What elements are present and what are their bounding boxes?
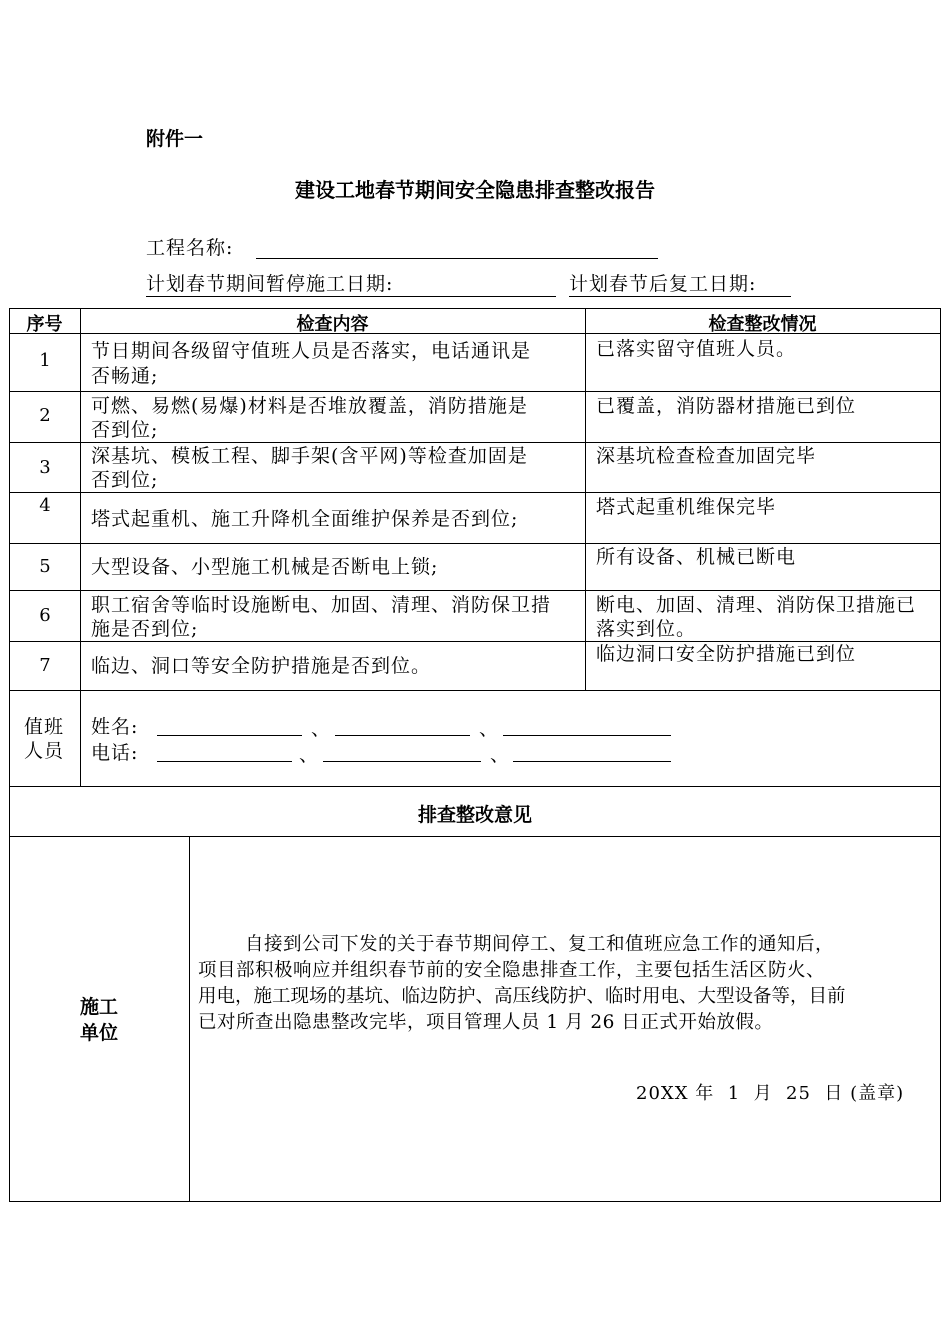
row-3-result: 深基坑检查检查加固完毕 xyxy=(596,445,817,467)
row-2-content-line-1: 可燃、易燃(易爆)材料是否堆放覆盖，消防措施是 xyxy=(91,395,528,417)
suspend-date-field[interactable] xyxy=(146,296,556,297)
row-2-result: 已覆盖，消防器材措施已到位 xyxy=(596,395,857,417)
duty-phone-field-2[interactable] xyxy=(323,761,481,762)
row-4-content: 塔式起重机、施工升降机全面维护保养是否到位; xyxy=(91,508,519,530)
row-5-result: 所有设备、机械已断电 xyxy=(596,546,797,568)
opinion-paragraph-line-1: 自接到公司下发的关于春节期间停工、复工和值班应急工作的通知后， xyxy=(245,934,835,955)
row-3-no: 3 xyxy=(39,457,51,478)
project-name-field[interactable] xyxy=(256,258,658,259)
row-3-content-line-1: 深基坑、模板工程、脚手架(含平网)等检查加固是 xyxy=(91,445,528,467)
suspend-date-label: 计划春节期间暂停施工日期: xyxy=(146,273,394,295)
row-6-result-line-1: 断电、加固、清理、消防保卫措施已 xyxy=(596,594,917,616)
attachment-label: 附件一 xyxy=(146,128,204,150)
duty-label-line-2: 人员 xyxy=(24,740,65,762)
row-6-content-line-2: 施是否到位; xyxy=(91,618,199,640)
row-1-content-line-2: 否畅通; xyxy=(91,365,159,387)
row-3-content-line-2: 否到位; xyxy=(91,469,159,491)
col-header-content: 检查内容 xyxy=(296,314,369,335)
date-stamp: 20XX 年 1 月 25 日 (盖章) xyxy=(636,1083,905,1104)
row-1-no: 1 xyxy=(39,350,51,371)
row-2-no: 2 xyxy=(39,405,51,426)
duty-name-label: 姓名: xyxy=(91,716,139,738)
row-1-result: 已落实留守值班人员。 xyxy=(596,338,797,360)
col-header-no: 序号 xyxy=(26,314,63,335)
row-7-content: 临边、洞口等安全防护措施是否到位。 xyxy=(91,655,432,677)
row-6-no: 6 xyxy=(39,605,51,626)
duty-phone-field-1[interactable] xyxy=(157,761,292,762)
opinion-paragraph-line-3: 用电，施工现场的基坑、临边防护、高压线防护、临时用电、大型设备等，目前 xyxy=(198,986,846,1007)
duty-name-field-3[interactable] xyxy=(503,735,671,736)
resume-date-field[interactable] xyxy=(569,296,791,297)
opinion-paragraph-line-4: 已对所查出隐患整改完毕，项目管理人员 1 月 26 日正式开始放假。 xyxy=(198,1012,774,1033)
row-6-result-line-2: 落实到位。 xyxy=(596,618,697,640)
duty-phone-sep-2: 、 xyxy=(490,744,511,766)
project-name-label: 工程名称: xyxy=(146,237,234,259)
duty-name-sep-2: 、 xyxy=(479,718,500,740)
opinion-section-title: 排查整改意见 xyxy=(417,804,532,826)
row-4-no: 4 xyxy=(39,495,51,516)
unit-label-line-1: 施工 xyxy=(79,996,118,1018)
report-title: 建设工地春节期间安全隐患排查整改报告 xyxy=(295,178,655,202)
duty-phone-label: 电话: xyxy=(91,742,139,764)
duty-name-field-1[interactable] xyxy=(157,735,302,736)
resume-date-label: 计划春节后复工日期: xyxy=(569,273,757,295)
duty-label-line-1: 值班 xyxy=(24,716,65,738)
row-1-content-line-1: 节日期间各级留守值班人员是否落实，电话通讯是 xyxy=(91,340,532,362)
opinion-paragraph-line-2: 项目部积极响应并组织春节前的安全隐患排查工作，主要包括生活区防火、 xyxy=(198,960,826,981)
row-5-no: 5 xyxy=(39,556,51,577)
row-2-content-line-2: 否到位; xyxy=(91,419,159,441)
duty-name-field-2[interactable] xyxy=(335,735,470,736)
row-7-no: 7 xyxy=(39,655,51,676)
duty-name-sep-1: 、 xyxy=(311,718,332,740)
duty-phone-field-3[interactable] xyxy=(513,761,671,762)
row-5-content: 大型设备、小型施工机械是否断电上锁; xyxy=(91,556,439,578)
duty-phone-sep-1: 、 xyxy=(299,744,320,766)
row-7-result: 临边洞口安全防护措施已到位 xyxy=(596,643,857,665)
row-4-result: 塔式起重机维保完毕 xyxy=(596,496,777,518)
col-header-result: 检查整改情况 xyxy=(708,314,817,335)
unit-label-line-2: 单位 xyxy=(79,1022,118,1044)
row-6-content-line-1: 职工宿舍等临时设施断电、加固、清理、消防保卫措 xyxy=(91,594,552,616)
